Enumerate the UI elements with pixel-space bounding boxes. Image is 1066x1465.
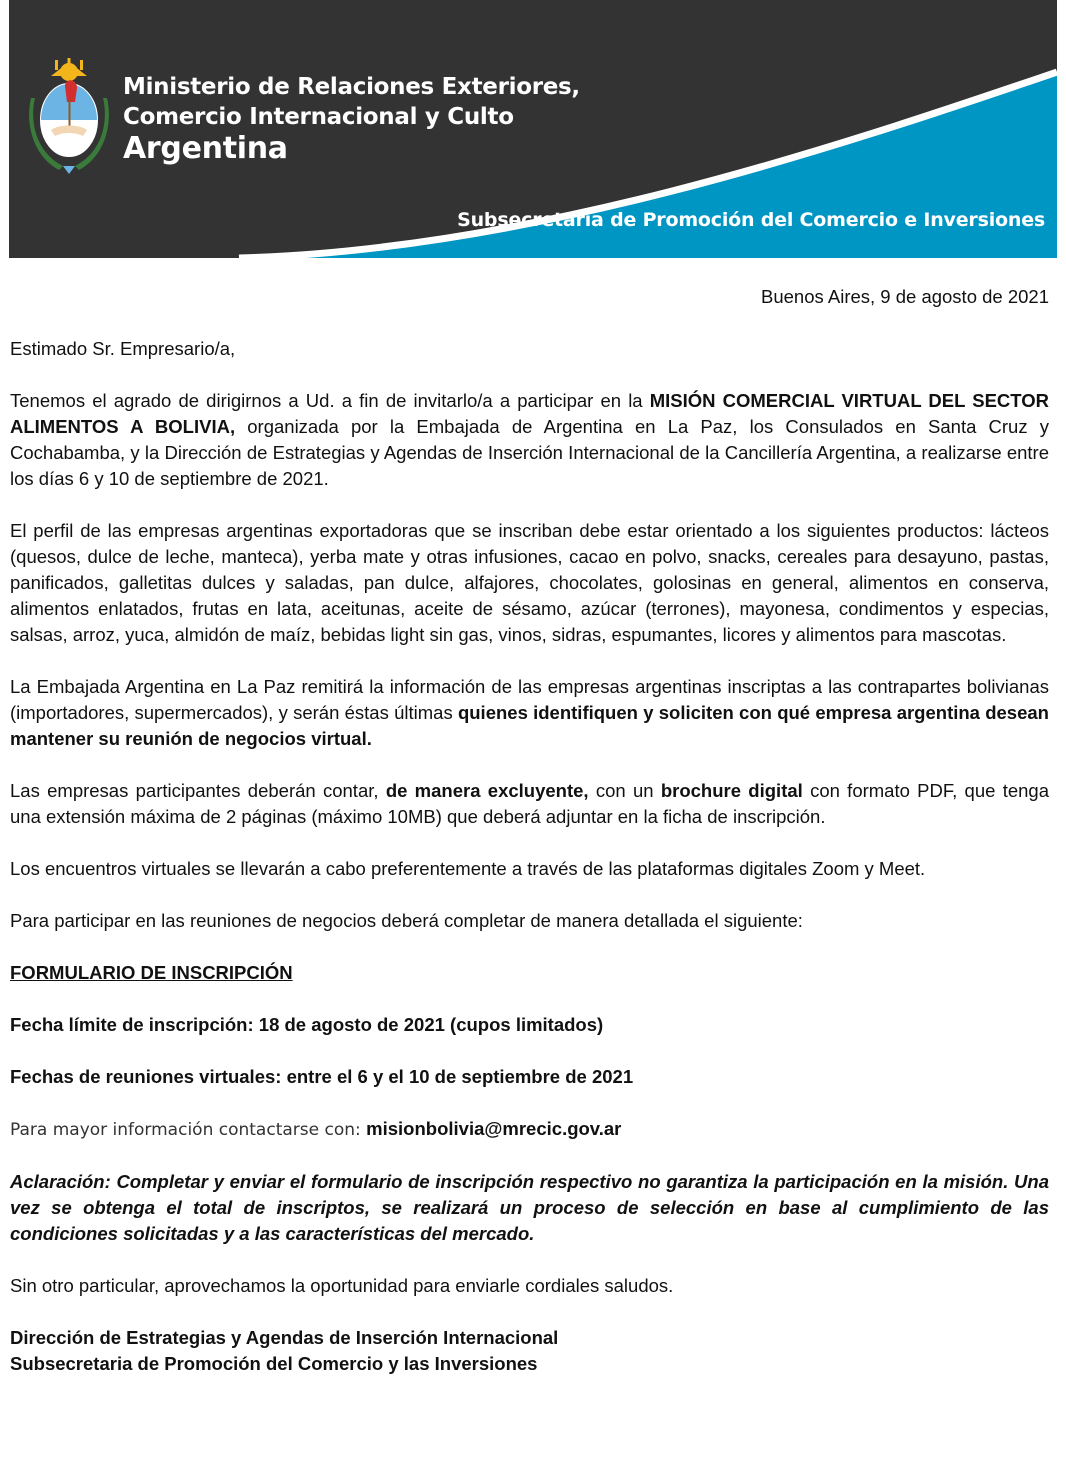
country-name: Argentina	[123, 131, 288, 166]
argentina-coat-of-arms-icon	[29, 58, 109, 176]
invitation-text: Tenemos el agrado de dirigirnos a Ud. a fin de invitarlo/a a participar en la	[10, 390, 650, 411]
embassy-bold: quienes identifiquen y soliciten con qué empresa argentina desean mantener su reunión de negocios virtual.	[10, 702, 1049, 749]
paragraph-brochure	[10, 778, 1049, 830]
greeting: Estimado Sr. Empresario/a,	[10, 338, 236, 359]
brochure-text-2: con un	[588, 780, 661, 801]
meeting-dates: Fechas de reuniones virtuales: entre el 6 y el 10 de septiembre de 2021	[10, 1066, 634, 1087]
paragraph-participate: Para participar en las reuniones de negocios deberá completar de manera detallada el siguiente:	[10, 910, 803, 931]
closing: Sin otro particular, aprovechamos la oportunidad para enviarle cordiales saludos.	[10, 1275, 674, 1296]
letter-body	[10, 284, 1049, 1377]
invitation-text-cont: organizada por la Embajada de Argentina en La Paz, los Consulados en Santa Cruz y Cochabamba, y la Dirección de Estrategias y Agendas de Inserción Internacional de la Cancillería Argentina, a realizarse entre los días 6 y 10 de septiembre de 2021.	[10, 416, 1050, 489]
subsecretaria-title: Subsecretaría de Promoción del Comercio e Inversiones	[457, 209, 1045, 231]
mission-name: MISIÓN COMERCIAL VIRTUAL DEL SECTOR ALIMENTOS A BOLIVIA,	[10, 390, 1049, 437]
paragraph-profile: El perfil de las empresas argentinas exportadoras que se inscriban debe estar orientado a los siguientes productos: lácteos (quesos, dulce de leche, manteca), yerba mate y otras infusiones, cacao en polvo, snacks, cereales para desayuno, pastas, panificados, galletitas dulces y saladas, pan dulce, alfajores, chocolates, golosinas en general, alimentos en conserva, alimentos enlatados, frutas en lata, aceitunas, aceite de sésamo, azúcar (terrones), mayonesa, condimentos y especias, salsas, arroz, yuca, almidón de maíz, bebidas light sin gas, vinos, sidras, espumantes, licores y alimentos para mascotas.	[10, 520, 1049, 645]
form-link[interactable]: FORMULARIO DE INSCRIPCIÓN	[10, 962, 293, 983]
ministry-line-1: Ministerio de Relaciones Exteriores,	[123, 74, 580, 100]
brochure-bold: brochure digital	[660, 780, 803, 801]
brochure-text-3: con formato PDF, que tenga una extensión máxima de 2 páginas (máximo 10MB) que deberá adjuntar en la ficha de inscripción.	[10, 780, 1050, 827]
clarification-note: Aclaración: Completar y enviar el formulario de inscripción respectivo no garantiza la participación en la misión. Una vez se obtenga el total de inscriptos, se realizará un proceso de selección en base al cumplimiento de las condiciones solicitadas y a las características del mercado.	[10, 1171, 1049, 1244]
paragraph-embassy	[10, 674, 1049, 752]
brochure-text: Las empresas participantes deberán contar,	[10, 780, 386, 801]
letter-date: Buenos Aires, 9 de agosto de 2021	[761, 286, 1049, 307]
deadline: Fecha límite de inscripción: 18 de agosto de 2021 (cupos limitados)	[10, 1014, 604, 1035]
signature-line-2: Subsecretaria de Promoción del Comercio y las Inversiones	[10, 1353, 538, 1374]
paragraph-invitation	[10, 388, 1049, 492]
ministry-line-2: Comercio Internacional y Culto	[123, 104, 514, 130]
signature-line-1: Dirección de Estrategias y Agendas de Inserción Internacional	[10, 1327, 559, 1348]
contact-label: Para mayor información contactarse con:	[10, 1120, 367, 1140]
embassy-text: La Embajada Argentina en La Paz remitirá la información de las empresas argentinas inscriptas a las contrapartes bolivianas (importadores, supermercados), y serán éstas últimas	[10, 676, 1049, 723]
letterhead-banner	[9, 0, 1057, 258]
paragraph-platforms: Los encuentros virtuales se llevarán a cabo preferentemente a través de las plataformas digitales Zoom y Meet.	[10, 858, 926, 879]
contact-line	[10, 1116, 1049, 1143]
mandatory-bold: de manera excluyente,	[385, 780, 589, 801]
ministry-name	[123, 72, 580, 164]
contact-email[interactable]: misionbolivia@mrecic.gov.ar	[366, 1118, 622, 1139]
